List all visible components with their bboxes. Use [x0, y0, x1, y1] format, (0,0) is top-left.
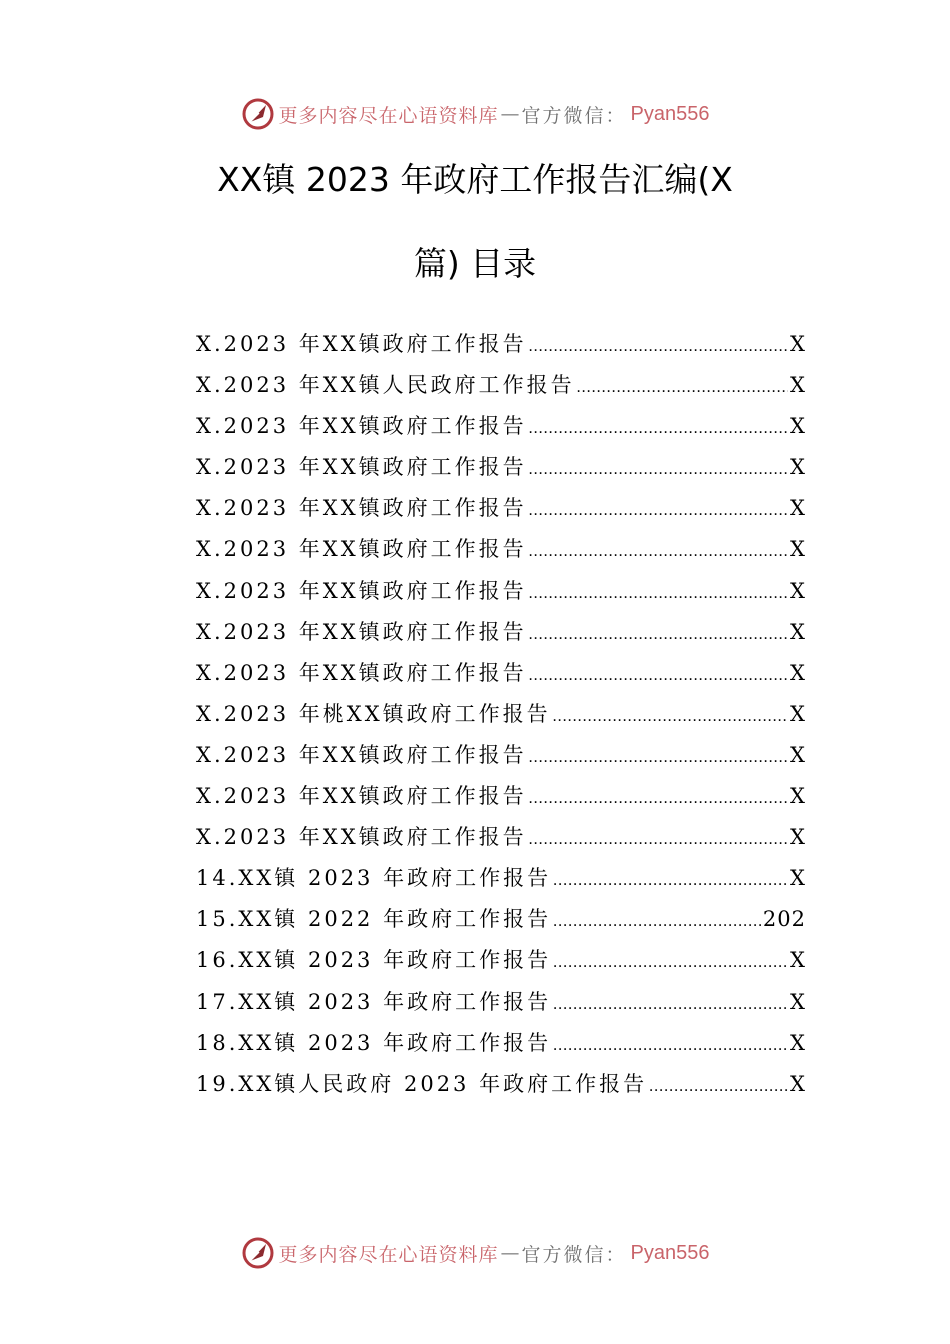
toc-entry-title: X.2023 年XX镇政府工作报告 — [196, 414, 527, 439]
toc-entry-page: X — [790, 332, 806, 356]
toc-entry-title: X.2023 年XX镇政府工作报告 — [196, 332, 527, 356]
toc-entry[interactable] — [196, 780, 806, 821]
toc-leader-dots — [529, 461, 788, 479]
toc-leader-dots — [553, 996, 788, 1014]
toc-entry[interactable] — [196, 862, 806, 903]
toc-entry-page: X — [790, 537, 806, 562]
toc-entry-page: X — [790, 948, 806, 973]
toc-leader-dots — [529, 790, 788, 808]
toc-entry-title: X.2023 年XX镇政府工作报告 — [196, 742, 527, 767]
toc-leader-dots — [529, 585, 788, 603]
toc-leader-dots — [529, 502, 788, 520]
toc-entry-title: 15.XX镇 2022 年政府工作报告 — [196, 907, 552, 932]
toc-entry[interactable] — [196, 328, 806, 369]
watermark-handle: Pyan556 — [630, 102, 710, 125]
toc-entry-title: X.2023 年XX镇政府工作报告 — [196, 825, 527, 850]
toc-entry[interactable] — [196, 1027, 806, 1068]
toc-entry[interactable] — [196, 492, 806, 533]
toc-entry-page: 202 — [762, 907, 806, 932]
toc-entry[interactable] — [196, 657, 806, 698]
toc-entry-title: 14.XX镇 2023 年政府工作报告 — [196, 866, 552, 891]
toc-entry[interactable] — [196, 698, 806, 739]
document-title-line-2: 篇) 目录 — [413, 244, 537, 283]
watermark-dash: — — [500, 1242, 520, 1264]
toc-entry-page: X — [790, 373, 806, 398]
toc-entry-title: X.2023 年XX镇政府工作报告 — [196, 496, 527, 521]
toc-entry-title: X.2023 年XX镇政府工作报告 — [196, 537, 527, 562]
toc-entry[interactable] — [196, 1068, 806, 1109]
toc-leader-dots — [529, 626, 788, 644]
toc-entry[interactable] — [196, 451, 806, 492]
toc-entry-page: X — [790, 578, 806, 603]
toc-entry-title: X.2023 年XX镇人民政府工作报告 — [196, 373, 575, 398]
toc-leader-dots — [529, 667, 788, 685]
toc-entry[interactable] — [196, 903, 806, 944]
table-of-contents — [196, 328, 806, 1109]
watermark-dash: — — [500, 103, 520, 125]
toc-entry-page: X — [790, 989, 806, 1014]
toc-entry-page: X — [790, 414, 806, 439]
toc-entry[interactable] — [196, 369, 806, 410]
toc-entry[interactable] — [196, 410, 806, 451]
toc-entry-title: X.2023 年XX镇政府工作报告 — [196, 619, 527, 644]
toc-entry-page: X — [790, 742, 806, 767]
toc-leader-dots — [529, 420, 788, 438]
toc-entry-page: X — [790, 825, 806, 850]
toc-leader-dots — [529, 831, 788, 849]
toc-entry-page: X — [790, 619, 806, 644]
document-title-line-1: XX镇 2023 年政府工作报告汇编(X — [217, 160, 733, 199]
watermark-banner-bottom — [0, 1233, 950, 1273]
toc-leader-dots — [553, 913, 761, 931]
toc-leader-dots — [529, 749, 788, 767]
toc-entry-title: X.2023 年XX镇政府工作报告 — [196, 784, 527, 809]
toc-leader-dots — [529, 338, 788, 356]
toc-entry-page: X — [790, 1071, 806, 1096]
toc-leader-dots — [553, 708, 788, 726]
toc-entry-title: 17.XX镇 2023 年政府工作报告 — [196, 989, 552, 1014]
toc-entry-page: X — [790, 496, 806, 521]
toc-entry-page: X — [790, 866, 806, 891]
toc-entry[interactable] — [196, 821, 806, 862]
toc-leader-dots — [529, 543, 788, 561]
toc-entry[interactable] — [196, 986, 806, 1027]
toc-leader-dots — [553, 954, 788, 972]
toc-entry-page: X — [790, 455, 806, 480]
watermark-wechat-label: 官方微信： — [521, 104, 627, 127]
toc-entry-title: X.2023 年XX镇政府工作报告 — [196, 660, 527, 685]
toc-entry-page: X — [790, 784, 806, 809]
toc-entry-title: X.2023 年XX镇政府工作报告 — [196, 578, 527, 603]
toc-entry[interactable] — [196, 616, 806, 657]
toc-leader-dots — [553, 872, 788, 890]
toc-entry-page: X — [790, 660, 806, 685]
toc-entry-title: 16.XX镇 2023 年政府工作报告 — [196, 948, 552, 973]
toc-leader-dots — [553, 1037, 788, 1055]
toc-entry-title: X.2023 年桃XX镇政府工作报告 — [196, 701, 551, 726]
watermark-text: 更多内容尽在心语资料库 — [278, 104, 499, 127]
toc-entry[interactable] — [196, 533, 806, 574]
watermark-wechat-label: 官方微信： — [521, 1243, 627, 1266]
toc-entry-page: X — [790, 1030, 806, 1055]
toc-entry-title: X.2023 年XX镇政府工作报告 — [196, 455, 527, 480]
toc-entry[interactable] — [196, 739, 806, 780]
quill-logo-icon — [241, 1236, 275, 1270]
watermark-handle: Pyan556 — [630, 1241, 710, 1264]
toc-entry-page: X — [790, 701, 806, 726]
toc-entry-title: 18.XX镇 2023 年政府工作报告 — [196, 1030, 552, 1055]
toc-leader-dots — [577, 379, 788, 397]
toc-leader-dots — [649, 1078, 788, 1096]
toc-entry[interactable] — [196, 944, 806, 985]
watermark-text: 更多内容尽在心语资料库 — [278, 1243, 499, 1266]
quill-logo-icon — [241, 97, 275, 131]
toc-entry-title: 19.XX镇人民政府 2023 年政府工作报告 — [196, 1071, 648, 1096]
toc-entry[interactable] — [196, 575, 806, 616]
watermark-banner-top — [0, 94, 950, 134]
